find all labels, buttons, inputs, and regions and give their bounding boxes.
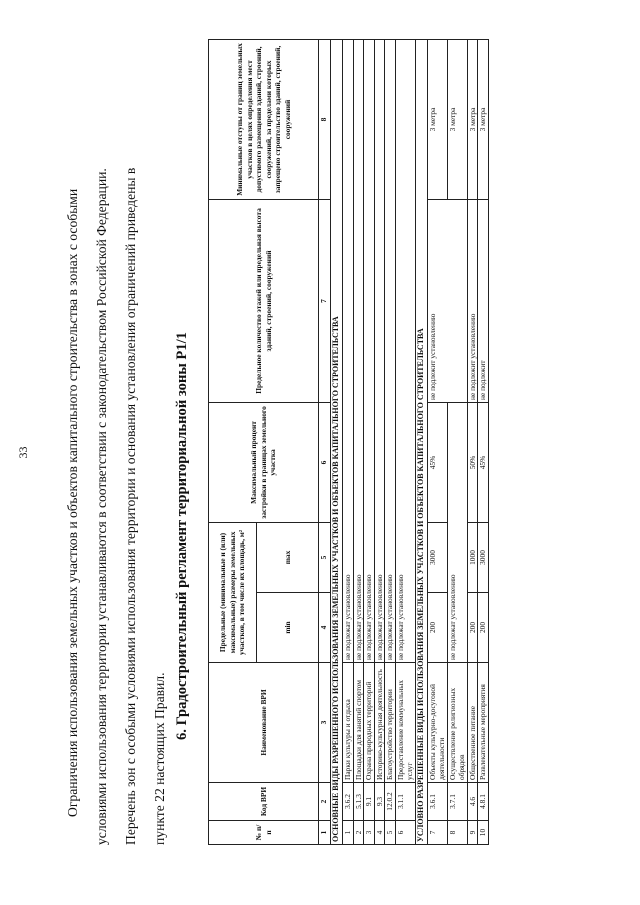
paragraph-line: Перечень зон с особыми условиями использования территории и основания установления ограничений приведены в bbox=[123, 167, 138, 845]
row-num: 9 bbox=[467, 821, 478, 845]
row-name: Общественное питание bbox=[467, 663, 478, 783]
col-number: 1 bbox=[319, 821, 331, 845]
paragraph-line: пункте 22 настоящих Правил. bbox=[152, 672, 167, 845]
row-size: не подлежат установлению bbox=[353, 39, 364, 662]
row-num: 7 bbox=[427, 821, 447, 845]
row-name: Парки культуры и отдыха bbox=[343, 663, 354, 783]
col-number: 4 bbox=[319, 593, 331, 663]
table-row bbox=[385, 39, 396, 844]
row-num: 1 bbox=[343, 821, 354, 845]
row-floors: не подлежит bbox=[478, 199, 489, 402]
row-max: 3000 bbox=[427, 522, 447, 592]
header-size: Предельные (минимальные и (или) максимальные) размеры земельных участков, в том числе их площадь, м² bbox=[209, 522, 257, 662]
row-num: 2 bbox=[353, 821, 364, 845]
col-number: 5 bbox=[319, 522, 331, 592]
row-num: 5 bbox=[385, 821, 396, 845]
table-row bbox=[447, 39, 467, 844]
header-percent: Максимальный процент застройки в границах земельного участка bbox=[209, 402, 319, 522]
row-max: 3000 bbox=[478, 522, 489, 592]
header-row bbox=[209, 39, 257, 844]
row-min: 200 bbox=[467, 593, 478, 663]
row-size: не подлежат установлению bbox=[395, 39, 415, 662]
row-code: 4.8.1 bbox=[478, 783, 489, 821]
row-num: 4 bbox=[374, 821, 385, 845]
row-code: 3.7.1 bbox=[447, 783, 467, 821]
page-number: 33 bbox=[16, 446, 30, 459]
row-floors: не подлежит установлению bbox=[427, 199, 467, 402]
table-row bbox=[374, 39, 385, 844]
header-name: Наименование ВРИ bbox=[209, 663, 319, 783]
col-number: 7 bbox=[319, 199, 331, 402]
row-code: 5.1.3 bbox=[353, 783, 364, 821]
group-row-main bbox=[331, 39, 343, 844]
header-min: min bbox=[257, 593, 319, 663]
row-percent: 50% bbox=[467, 402, 478, 522]
regulation-table bbox=[208, 39, 489, 845]
row-name: Объекты культурно-досуговой деятельности bbox=[427, 663, 447, 783]
table-row bbox=[467, 39, 478, 844]
group-title-main: ОСНОВНЫЕ ВИДЫ РАЗРЕШЕННОГО ИСПОЛЬЗОВАНИЯ ЗЕМЕЛЬНЫХ УЧАСТКОВ И ОБЪЕКТОВ КАПИТАЛЬНОГО СТРОИТЕЛЬСТВА bbox=[331, 39, 343, 844]
row-name: Благоустройство территории bbox=[385, 663, 396, 783]
row-name: Предоставление коммунальных услуг bbox=[395, 663, 415, 783]
section-title: 6. Градостроительный регламент территориальной зоны Р1/1 bbox=[174, 332, 190, 740]
row-size: не подлежат установлению bbox=[343, 39, 354, 662]
header-code: Код ВРИ bbox=[209, 783, 319, 821]
row-setback: 3 метра bbox=[478, 39, 489, 199]
table-row bbox=[427, 39, 447, 844]
table-row bbox=[395, 39, 415, 844]
group-row-conditional bbox=[415, 39, 427, 844]
table-row bbox=[343, 39, 354, 844]
row-num: 8 bbox=[447, 821, 467, 845]
row-name: Осуществление религиозных обрядов bbox=[447, 663, 467, 783]
row-floors: не подлежит установлению bbox=[467, 199, 478, 402]
header-max: max bbox=[257, 522, 319, 592]
group-title-conditional: УСЛОВНО РАЗРЕШЕННЫЕ ВИДЫ ИСПОЛЬЗОВАНИЯ ЗЕМЕЛЬНЫХ УЧАСТКОВ И ОБЪЕКТОВ КАПИТАЛЬНОГО СТРОИТЕЛЬСТВА bbox=[415, 39, 427, 844]
table-row bbox=[353, 39, 364, 844]
row-percent: 45% bbox=[478, 402, 489, 522]
row-name: Развлекательные мероприятия bbox=[478, 663, 489, 783]
row-code: 4.6 bbox=[467, 783, 478, 821]
header-floors: Предельное количество этажей или предельная высота зданий, строений, сооружений bbox=[209, 199, 319, 402]
row-num: 3 bbox=[364, 821, 375, 845]
row-name: Охрана природных территорий bbox=[364, 663, 375, 783]
row-min: 200 bbox=[427, 593, 447, 663]
row-code: 9.1 bbox=[364, 783, 375, 821]
row-code: 3.6.2 bbox=[343, 783, 354, 821]
row-code: 12.0.2 bbox=[385, 783, 396, 821]
row-percent: 45% bbox=[427, 402, 447, 522]
row-size: не подлежат установлению bbox=[364, 39, 375, 662]
row-code: 3.6.1 bbox=[427, 783, 447, 821]
row-code: 3.1.1 bbox=[395, 783, 415, 821]
row-setback: 3 метра bbox=[427, 39, 447, 199]
row-name: Историко-культурная деятельность bbox=[374, 663, 385, 783]
column-number-row bbox=[319, 39, 331, 844]
row-num: 10 bbox=[478, 821, 489, 845]
row-setback: 3 метра bbox=[447, 39, 467, 199]
intro-paragraph bbox=[58, 45, 174, 845]
col-number: 6 bbox=[319, 402, 331, 522]
table-row bbox=[478, 39, 489, 844]
paragraph-line: условиями использования территории устанавливаются в соответствии с законодательством Российской Федерации. bbox=[94, 168, 109, 845]
row-num: 6 bbox=[395, 821, 415, 845]
row-size: не подлежат установлению bbox=[447, 402, 467, 662]
col-number: 3 bbox=[319, 663, 331, 783]
row-name: Площадки для занятий спортом bbox=[353, 663, 364, 783]
header-setback: Минимальные отступы от границ земельных участков в целях определения мест допустимого размещения зданий, строений, сооружений, за пределами которых запрещено строительство зданий, строений, сооружений bbox=[209, 39, 319, 199]
row-min: 200 bbox=[478, 593, 489, 663]
table-row bbox=[364, 39, 375, 844]
row-setback: 3 метра bbox=[467, 39, 478, 199]
header-num: № п/п bbox=[209, 821, 319, 845]
row-code: 9.3 bbox=[374, 783, 385, 821]
col-number: 2 bbox=[319, 783, 331, 821]
row-size: не подлежат установлению bbox=[385, 39, 396, 662]
paragraph-line: Ограничения использования земельных участков и объектов капитального строительства в зонах с особыми bbox=[65, 188, 80, 817]
row-size: не подлежат установлению bbox=[374, 39, 385, 662]
col-number: 8 bbox=[319, 39, 331, 199]
row-max: 1000 bbox=[467, 522, 478, 592]
